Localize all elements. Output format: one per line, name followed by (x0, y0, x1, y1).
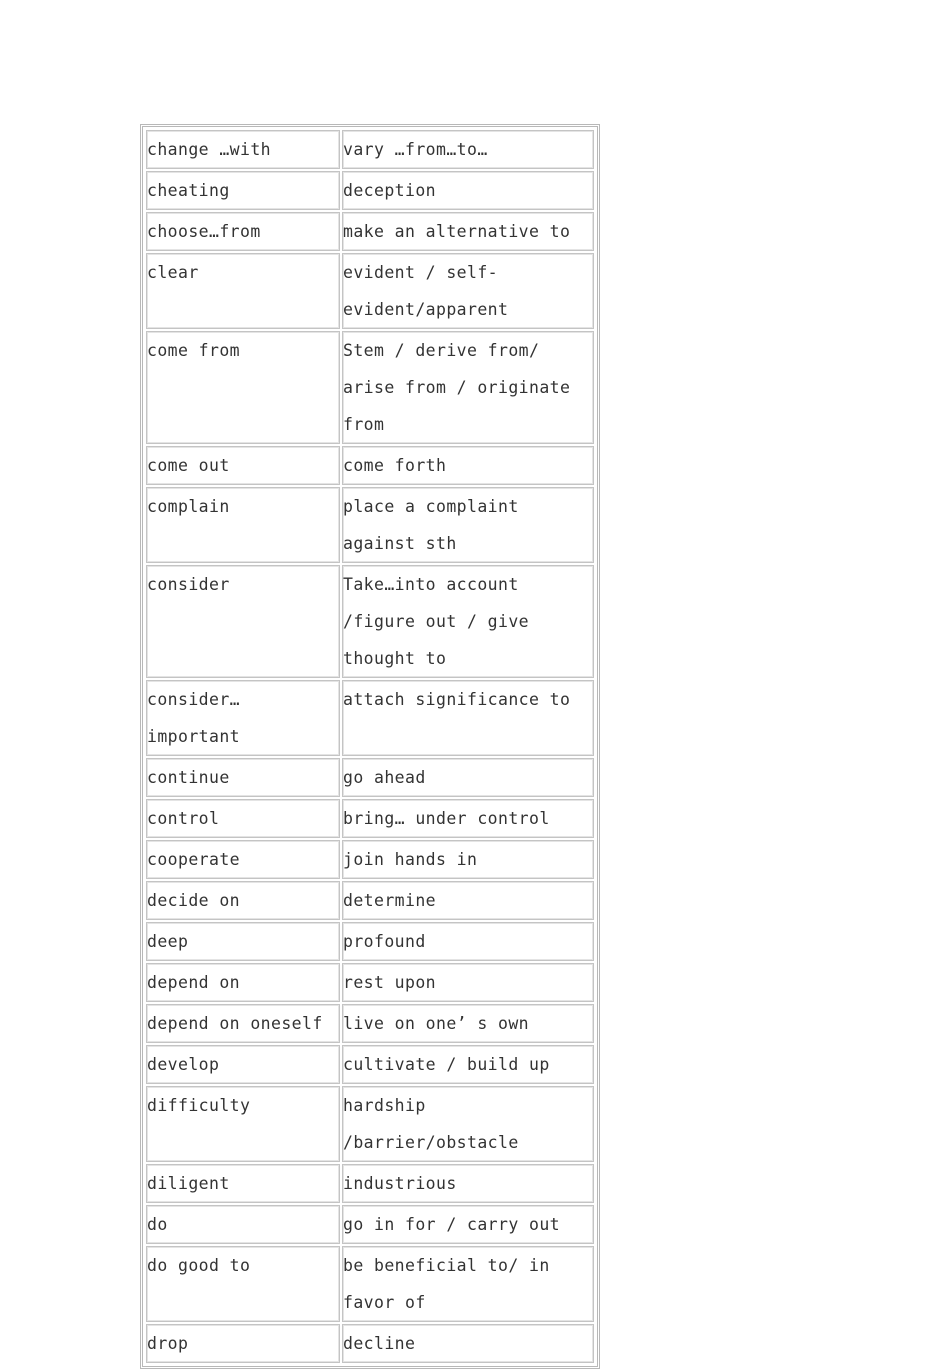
table-row (146, 922, 594, 961)
table-row (146, 758, 594, 797)
table-row (146, 331, 594, 444)
word-cell: develop (146, 1045, 340, 1084)
word-cell: diligent (146, 1164, 340, 1203)
word-cell: do good to (146, 1246, 340, 1322)
table-row (146, 130, 594, 169)
table-row (146, 1086, 594, 1162)
table-row (146, 171, 594, 210)
alternative-cell: place a complaint against sth (342, 487, 594, 563)
table-row (146, 1045, 594, 1084)
word-cell: difficulty (146, 1086, 340, 1162)
table-row (146, 446, 594, 485)
word-cell: decide on (146, 881, 340, 920)
alternative-cell: attach significance to (342, 680, 594, 756)
table-row (146, 963, 594, 1002)
table-row (146, 487, 594, 563)
alternative-cell: decline (342, 1324, 594, 1363)
alternative-cell: deception (342, 171, 594, 210)
word-cell: do (146, 1205, 340, 1244)
word-cell: come from (146, 331, 340, 444)
alternative-cell: determine (342, 881, 594, 920)
alternative-cell: bring… under control (342, 799, 594, 838)
alternative-cell: vary …from…to… (342, 130, 594, 169)
alternative-cell: be beneficial to/ in favor of (342, 1246, 594, 1322)
alternative-cell: go ahead (342, 758, 594, 797)
table-body (146, 130, 594, 1363)
table-row (146, 212, 594, 251)
alternative-cell: rest upon (342, 963, 594, 1002)
word-cell: consider (146, 565, 340, 678)
word-cell: control (146, 799, 340, 838)
alternative-cell: join hands in (342, 840, 594, 879)
table-row (146, 565, 594, 678)
word-cell: depend on (146, 963, 340, 1002)
alternative-cell: cultivate / build up (342, 1045, 594, 1084)
table-row (146, 1246, 594, 1322)
alternative-cell: go in for / carry out (342, 1205, 594, 1244)
table-row (146, 881, 594, 920)
table-row (146, 1205, 594, 1244)
alternative-cell: Take…into account /figure out / give thought to (342, 565, 594, 678)
synonym-table (144, 128, 596, 1365)
word-cell: come out (146, 446, 340, 485)
table-row (146, 1004, 594, 1043)
table-row (146, 1164, 594, 1203)
vocabulary-table (140, 124, 600, 1369)
table-row (146, 840, 594, 879)
alternative-cell: evident / self-evident/apparent (342, 253, 594, 329)
word-cell: continue (146, 758, 340, 797)
word-cell: consider… important (146, 680, 340, 756)
word-cell: clear (146, 253, 340, 329)
table-row (146, 253, 594, 329)
word-cell: depend on oneself (146, 1004, 340, 1043)
alternative-cell: come forth (342, 446, 594, 485)
alternative-cell: hardship /barrier/obstacle (342, 1086, 594, 1162)
alternative-cell: profound (342, 922, 594, 961)
word-cell: cooperate (146, 840, 340, 879)
table-row (146, 680, 594, 756)
word-cell: deep (146, 922, 340, 961)
word-cell: change …with (146, 130, 340, 169)
alternative-cell: live on one’ s own (342, 1004, 594, 1043)
table-row (146, 799, 594, 838)
alternative-cell: industrious (342, 1164, 594, 1203)
word-cell: complain (146, 487, 340, 563)
word-cell: cheating (146, 171, 340, 210)
alternative-cell: Stem / derive from/ arise from / originate from (342, 331, 594, 444)
alternative-cell: make an alternative to (342, 212, 594, 251)
word-cell: choose…from (146, 212, 340, 251)
word-cell: drop (146, 1324, 340, 1363)
